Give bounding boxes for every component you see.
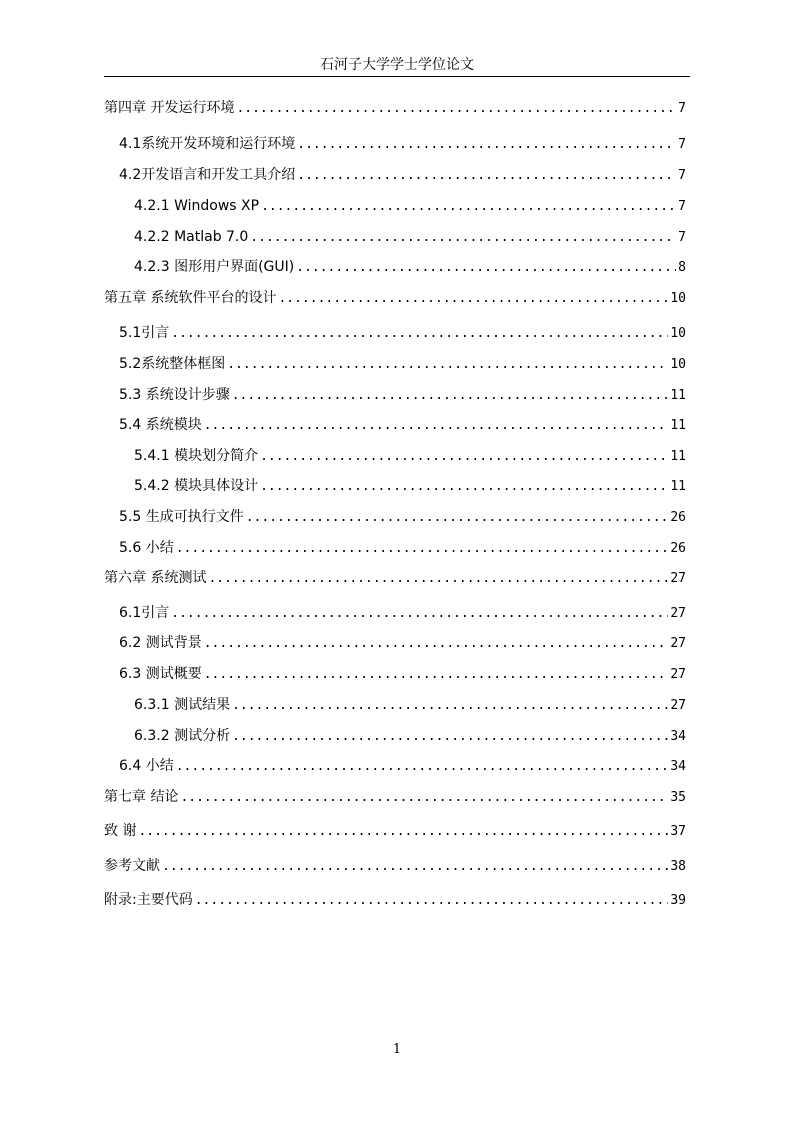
toc-entry [104,754,686,778]
toc-entry [104,854,686,878]
toc-dot-leader [204,663,669,687]
toc-entry [104,474,686,498]
toc-entry-page: 27 [670,606,686,621]
toc-entry [104,601,686,625]
toc-dot-leader [195,889,669,913]
toc-dot-leader [138,820,668,844]
toc-dot-leader [297,164,676,188]
toc-entry [104,444,686,468]
toc-dot-leader [260,475,668,499]
toc-dot-leader [236,97,676,121]
page-number: 1 [392,1042,402,1057]
toc-dot-leader [250,226,676,250]
toc-entry-page: 8 [678,260,686,275]
toc-dot-leader [171,322,668,346]
toc-entry-page: 7 [678,137,686,152]
toc-entry-page: 10 [670,326,686,341]
toc-entry-page: 10 [670,291,686,306]
toc-entry [104,631,686,655]
toc-entry-page: 37 [670,824,686,839]
toc-entry [104,352,686,376]
toc-entry [104,566,686,590]
toc-entry-label: 4.2.3 图形用户界面(GUI) [134,259,295,275]
toc-entry-label: 致 谢 [104,823,137,839]
toc-entry-page: 7 [678,168,686,183]
toc-entry [104,96,686,120]
toc-entry-label: 5.4.2 模块具体设计 [134,478,259,494]
toc-entry-page: 7 [678,199,686,214]
toc-dot-leader [227,353,668,377]
toc-entry-page: 27 [670,667,686,682]
toc-entry-page: 7 [678,230,686,245]
toc-dot-leader [260,445,668,469]
page-header [104,56,690,77]
toc-dot-leader [176,537,669,561]
toc-entry-label: 5.5 生成可执行文件 [119,509,244,525]
toc-entry-label: 4.1系统开发环境和运行环境 [119,136,296,152]
toc-dot-leader [176,755,669,779]
toc-entry [104,132,686,156]
toc-entry-label: 6.1引言 [119,605,170,621]
toc-entry-label: 5.3 系统设计步骤 [119,387,230,403]
toc-entry-page: 35 [670,790,686,805]
toc-entry [104,785,686,809]
toc-entry-page: 38 [670,859,686,874]
toc-entry-label: 第四章 开发运行环境 [104,100,235,116]
toc-entry [104,413,686,437]
toc-entry-label: 附录:主要代码 [104,892,193,908]
toc-entry-label: 参考文献 [104,858,160,874]
toc-entry-label: 6.4 小结 [119,758,174,774]
toc-entry-label: 4.2.2 Matlab 7.0 [134,229,249,245]
toc-dot-leader [162,855,668,879]
toc-entry [104,225,686,249]
toc-entry-label: 第五章 系统软件平台的设计 [104,290,277,306]
thesis-title: 石河子大学学士学位论文 [320,57,474,73]
toc-dot-leader [204,632,669,656]
toc-entry-page: 10 [670,357,686,372]
toc-entry-page: 11 [670,449,686,464]
toc-entry-label: 5.4.1 模块划分简介 [134,448,259,464]
toc-entry-label: 第七章 结论 [104,789,179,805]
toc-entry [104,536,686,560]
toc-dot-leader [278,287,668,311]
toc-entry-label: 6.3.2 测试分析 [134,728,231,744]
toc-dot-leader [171,602,668,626]
toc-entry-page: 39 [670,893,686,908]
toc-dot-leader [297,133,676,157]
toc-entry [104,286,686,310]
toc-entry-page: 11 [670,388,686,403]
page-footer [0,1042,794,1057]
toc-entry-label: 6.2 测试背景 [119,635,202,651]
toc-dot-leader [261,195,676,219]
toc-entry [104,505,686,529]
toc-entry-label: 4.2开发语言和开发工具介绍 [119,167,296,183]
toc-entry-label: 6.3 测试概要 [119,666,202,682]
toc-entry-page: 27 [670,636,686,651]
toc-entry-label: 5.2系统整体框图 [119,356,226,372]
toc-entry [104,662,686,686]
toc-dot-leader [232,694,668,718]
toc-entry [104,255,686,279]
toc-dot-leader [180,786,668,810]
toc-entry [104,819,686,843]
toc-entry [104,163,686,187]
toc-entry [104,888,686,912]
toc-entry [104,693,686,717]
toc-entry-page: 27 [670,571,686,586]
toc-entry-page: 34 [670,729,686,744]
toc-entry [104,321,686,345]
toc-dot-leader [246,506,669,530]
toc-entry-page: 26 [670,510,686,525]
toc-entry-label: 6.3.1 测试结果 [134,697,231,713]
toc-entry [104,194,686,218]
toc-entry-page: 26 [670,541,686,556]
toc-entry-page: 11 [670,479,686,494]
toc-entry-page: 27 [670,698,686,713]
toc-entry [104,724,686,748]
toc-dot-leader [232,725,668,749]
toc-dot-leader [296,256,676,280]
toc-entry-label: 5.4 系统模块 [119,417,202,433]
toc-entry-label: 5.1引言 [119,325,170,341]
toc-dot-leader [208,567,668,591]
toc-dot-leader [232,384,669,408]
toc-entry-label: 第六章 系统测试 [104,570,207,586]
toc-entry-page: 7 [678,101,686,116]
toc-entry-label: 4.2.1 Windows XP [134,198,260,214]
toc-entry-page: 34 [670,759,686,774]
toc-dot-leader [204,414,669,438]
toc-entry [104,383,686,407]
toc-entry-page: 11 [670,418,686,433]
toc-entry-label: 5.6 小结 [119,540,174,556]
